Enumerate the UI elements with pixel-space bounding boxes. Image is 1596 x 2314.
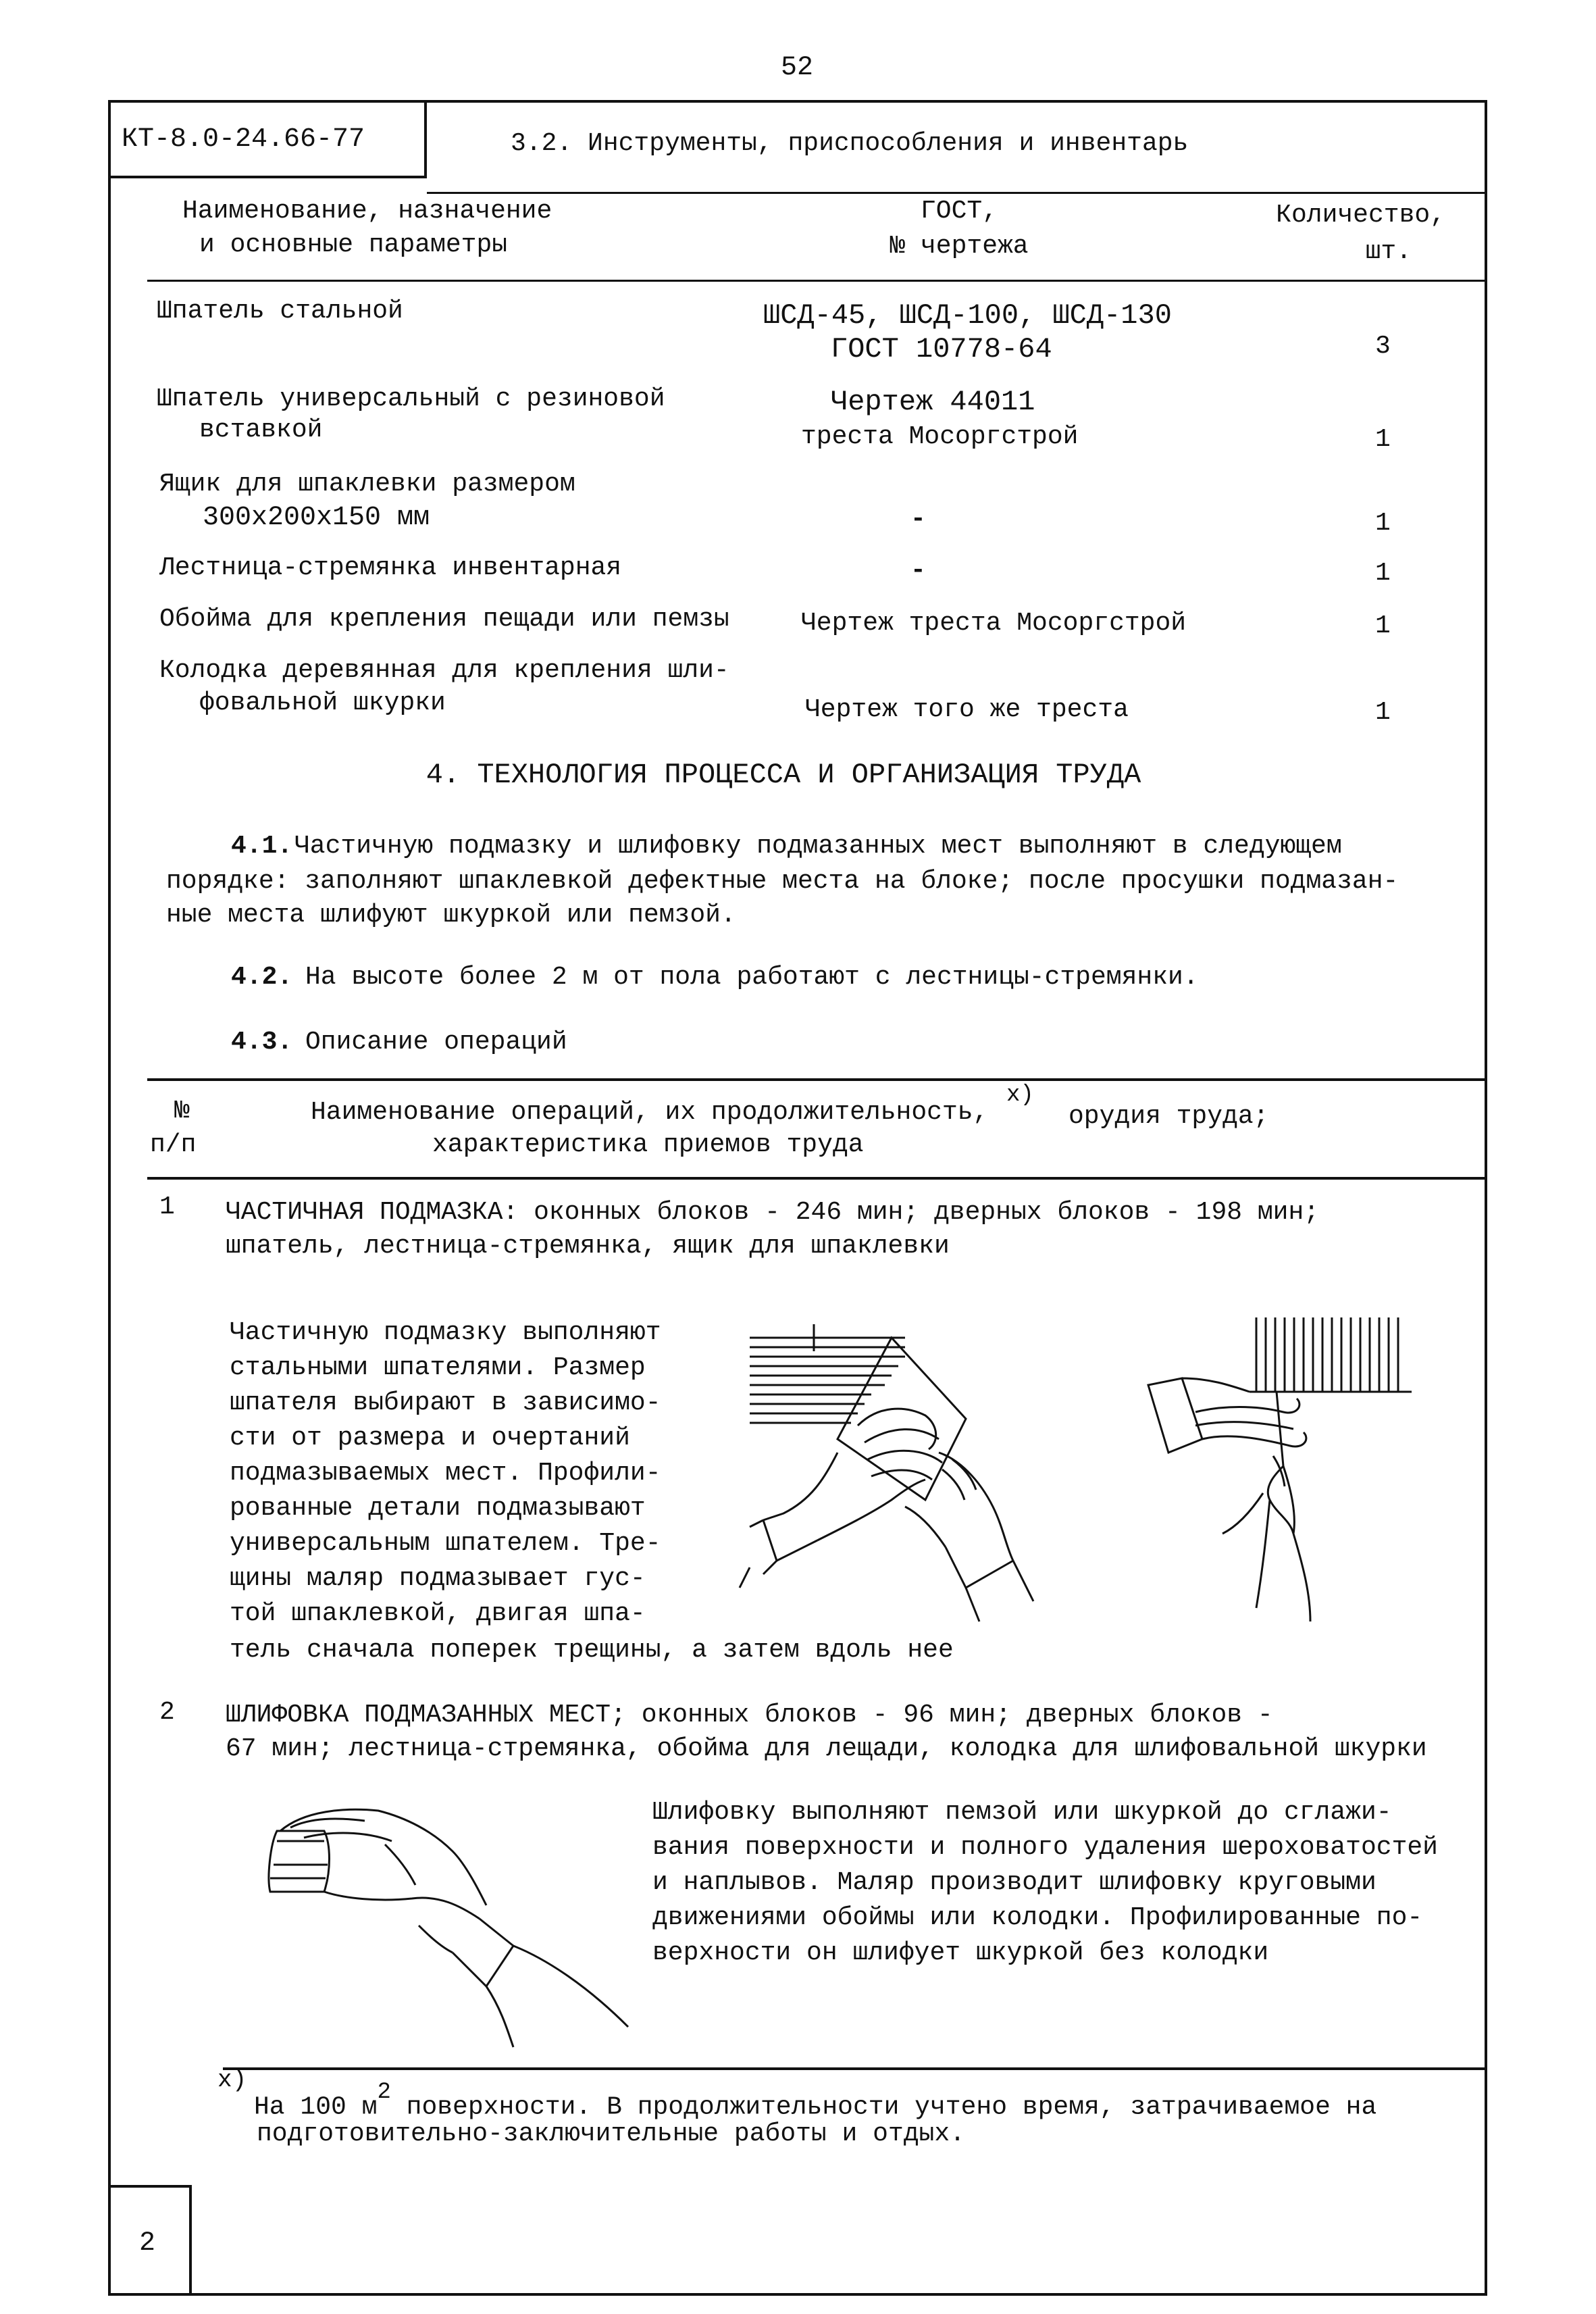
section-title: 3.2. Инструменты, приспособления и инвентарь — [511, 129, 1189, 158]
op2-tools: 67 мин; лестница-стремянка, обойма для лещади, колодка для шлифовальной шкурки — [226, 1734, 1427, 1763]
op1-desc-line: универсальным шпателем. Тре- — [230, 1529, 661, 1558]
col-header-gost-2: № чертежа — [890, 232, 1029, 261]
op1-title: ЧАСТИЧНАЯ ПОДМАЗКА: оконных блоков - 246 мин; дверных блоков - 198 мин; — [226, 1198, 1320, 1227]
op1-desc-line: рованные детали подмазывают — [230, 1494, 646, 1523]
footnote-line-1 — [254, 2080, 1377, 2123]
op2-desc-line: и наплывов. Маляр производит шлифовку круговыми — [652, 1868, 1376, 1897]
row-qty: 1 — [1375, 611, 1391, 640]
putty-application-illustration-left — [736, 1324, 1114, 1635]
op2-desc-line: верхности он шлифует шкуркой без колодки — [652, 1938, 1269, 1967]
col-header-name-2: и основные параметры — [199, 230, 508, 259]
row-name: Колодка деревянная для крепления шли- — [159, 656, 729, 685]
p42-num-wrap — [231, 962, 292, 993]
op1-tools: шпатель, лестница-стремянка, ящик для шпаклевки — [226, 1232, 950, 1261]
row-name: Лестница-стремянка инвентарная — [159, 553, 622, 582]
row-gost: - — [910, 505, 926, 534]
op1-desc-line: шпателя выбирают в зависимо- — [230, 1388, 661, 1417]
ops-col-num-1: № — [174, 1097, 190, 1126]
op2-num: 2 — [159, 1698, 175, 1727]
op2-desc-line: движениями обоймы или колодки. Профилированные по- — [652, 1903, 1423, 1932]
footnote-text-a: На 100 м — [254, 2092, 378, 2122]
header-rule — [427, 192, 1487, 194]
row-name-2: вставкой — [199, 416, 323, 445]
row-gost: Чертеж 44011 — [831, 386, 1035, 418]
footnote-text-b: поверхности. В продолжительности учтено время, затрачиваемое на — [390, 2092, 1377, 2122]
putty-application-illustration-right — [1128, 1311, 1439, 1635]
row-gost: Чертеж треста Мосоргстрой — [801, 609, 1187, 638]
ops-col-desc-sup: x) — [1006, 1082, 1034, 1108]
row-name: Обойма для крепления пещади или пемзы — [159, 605, 729, 634]
ops-col-desc-1b: орудия труда; — [1069, 1102, 1269, 1131]
row-gost: Чертеж того же треста — [805, 695, 1129, 724]
table-header-rule — [147, 280, 1487, 282]
page-number: 52 — [780, 53, 813, 83]
row-qty: 1 — [1375, 425, 1391, 454]
p41-num — [231, 831, 292, 862]
p41-line-1: Частичную подмазку и шлифовку подмазанных мест выполняют в следующем — [294, 832, 1342, 861]
footnote-rule — [223, 2067, 1487, 2070]
row-gost-2: ГОСТ 10778-64 — [831, 333, 1052, 366]
ops-table-header-rule — [147, 1177, 1487, 1180]
row-qty: 1 — [1375, 559, 1391, 588]
p41-line-2: порядке: заполняют шпаклевкой дефектные места на блоке; после просушки подмазан- — [166, 867, 1399, 896]
op1-desc-line: сти от размера и очертаний — [230, 1424, 630, 1453]
footnote-sup: 2 — [377, 2080, 391, 2105]
ops-table-top-rule — [147, 1078, 1487, 1081]
op2-desc-line: Шлифовку выполняют пемзой или шкуркой до сглажи- — [652, 1798, 1392, 1827]
row-name: Шпатель стальной — [157, 297, 403, 326]
p43-number: 4.3. — [231, 1028, 293, 1057]
col-header-qty-2: шт. — [1365, 237, 1412, 266]
ops-col-desc-2: характеристика приемов труда — [432, 1130, 864, 1159]
p42-number: 4.2. — [231, 963, 293, 992]
section-4-title: 4. ТЕХНОЛОГИЯ ПРОЦЕССА И ОРГАНИЗАЦИЯ ТРУДА — [426, 759, 1141, 791]
op2-title: ШЛИФОВКА ПОДМАЗАННЫХ МЕСТ; оконных блоков - 96 мин; дверных блоков - — [226, 1701, 1273, 1730]
p41-number: 4.1. — [231, 832, 293, 861]
op1-desc-line: щины маляр подмазывает гус- — [230, 1564, 646, 1593]
footnote-line-2: подготовительно-заключительные работы и отдых. — [257, 2119, 965, 2148]
ops-col-desc-1: Наименование операций, их продолжительность, — [311, 1098, 989, 1127]
row-qty: 1 — [1375, 509, 1391, 538]
p43-num-wrap — [231, 1027, 292, 1058]
row-qty: 3 — [1375, 332, 1391, 361]
row-gost-2: треста Мосоргстрой — [801, 422, 1079, 451]
row-name-2: фовальной шкурки — [199, 688, 446, 718]
row-qty: 1 — [1375, 698, 1391, 727]
op1-desc-line: той шпаклевкой, двигая шпа- — [230, 1599, 646, 1628]
op1-desc-line: Частичную подмазку выполняют — [230, 1318, 661, 1347]
op1-desc-line: тель сначала поперек трещины, а затем вдоль нее — [230, 1636, 954, 1665]
row-gost: - — [910, 556, 926, 585]
col-header-qty-1: Количество, — [1276, 201, 1445, 230]
p43-text: Описание операций — [305, 1028, 567, 1057]
col-header-name-1: Наименование, назначение — [182, 197, 552, 226]
row-name-2: 300х200х150 мм — [203, 503, 430, 533]
ops-col-num-2: п/п — [150, 1130, 197, 1159]
doc-code: КТ-8.0-24.66-77 — [122, 124, 365, 155]
op1-desc-line: стальными шпателями. Размер — [230, 1353, 646, 1382]
col-header-gost-1: ГОСТ, — [920, 197, 998, 226]
op2-desc-line: вания поверхности и полного удаления шероховатостей — [652, 1833, 1438, 1862]
p41-line-3: ные места шлифуют шкуркой или пемзой. — [166, 901, 736, 930]
footnote-mark: x) — [217, 2066, 247, 2094]
row-gost: ШСД-45, ШСД-100, ШСД-130 — [763, 299, 1172, 332]
row-name: Ящик для шпаклевки размером — [159, 470, 575, 499]
p42-text: На высоте более 2 м от пола работают с лестницы-стремянки. — [305, 963, 1199, 992]
row-name: Шпатель универсальный с резиновой — [157, 384, 665, 413]
op1-num: 1 — [159, 1192, 175, 1222]
op1-desc-line: подмазываемых мест. Профили- — [230, 1459, 661, 1488]
sanding-block-illustration — [263, 1790, 642, 2061]
corner-number: 2 — [138, 2228, 155, 2259]
